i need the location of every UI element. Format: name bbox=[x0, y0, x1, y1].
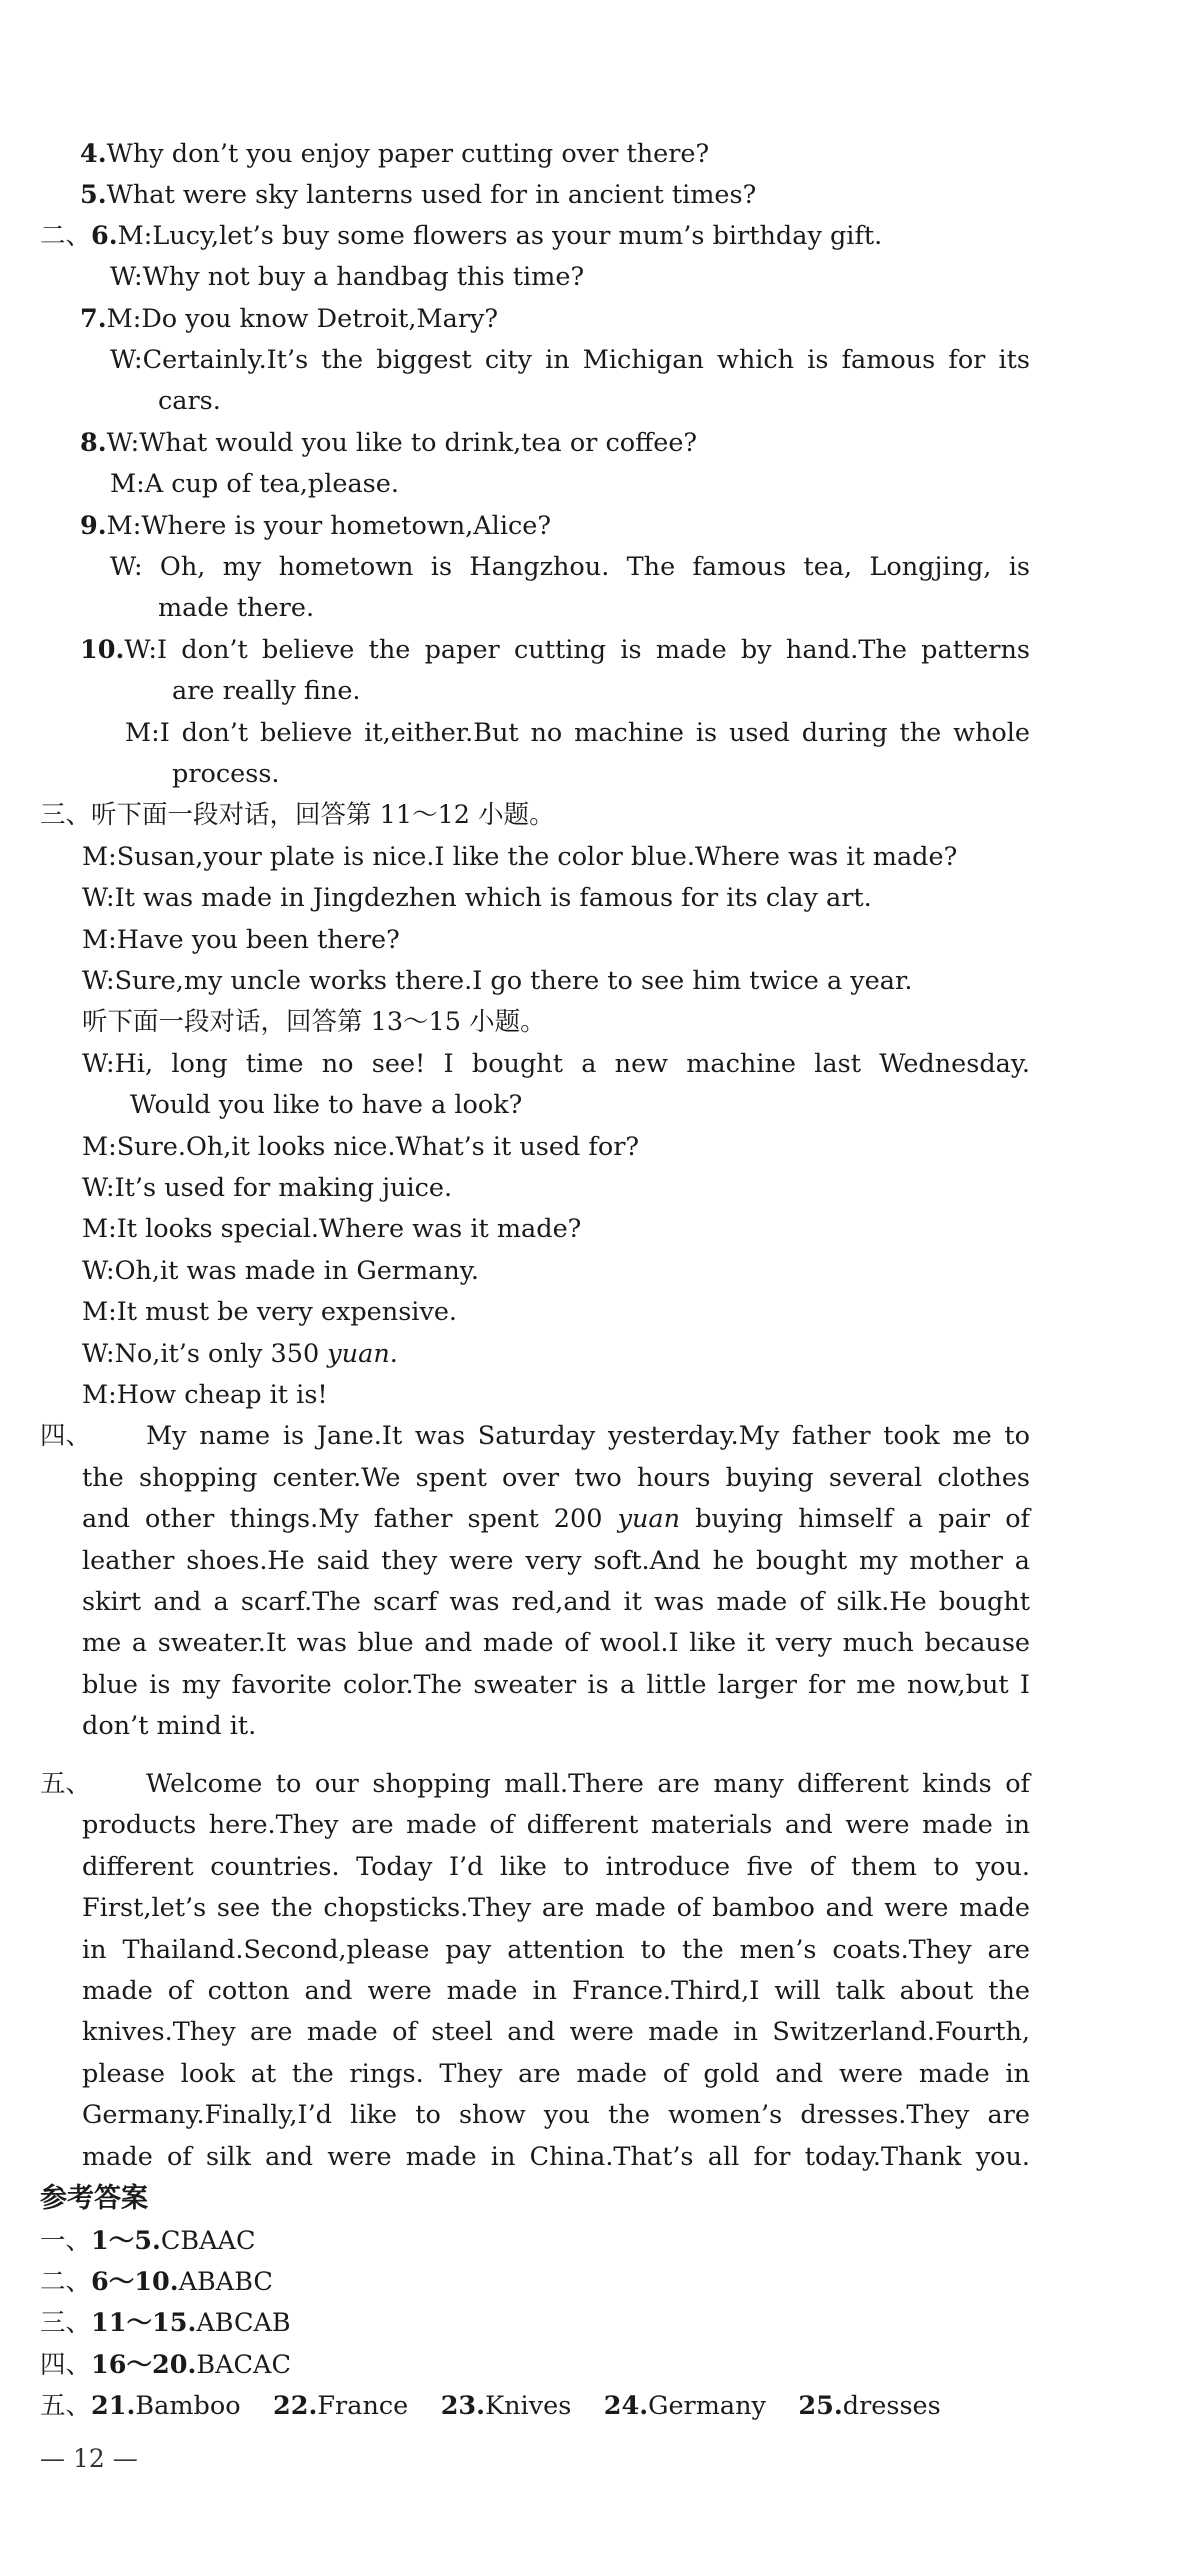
passage-line: made of silk and were made in China.That’s all for today.Thank you. bbox=[82, 2142, 1030, 2172]
dialogue-line: Would you like to have a look? bbox=[130, 1090, 523, 1120]
dialogue-line: made there. bbox=[158, 593, 315, 623]
answers-heading: 参考答案 bbox=[40, 2183, 148, 2214]
section-marker: 三、 bbox=[40, 800, 92, 830]
dialogue-line: W:It was made in Jingdezhen which is famous for its clay art. bbox=[82, 883, 872, 913]
question-10: 10.W:I don’t believe the paper cutting is made by hand.The patterns bbox=[80, 635, 1030, 665]
passage-line: don’t mind it. bbox=[82, 1711, 257, 1741]
passage-line: made of cotton and were made in France.Third,I will talk about the bbox=[82, 1976, 1030, 2006]
question-7: 7.M:Do you know Detroit,Mary? bbox=[80, 304, 499, 334]
answer-row: 五、21.Bamboo 22.France 23.Knives 24.Germany 25.dresses bbox=[40, 2391, 941, 2421]
dialogue-line: W:Certainly.It’s the biggest city in Michigan which is famous for its bbox=[110, 345, 1030, 375]
dialogue-line: M:It must be very expensive. bbox=[82, 1297, 458, 1327]
dialogue-line: M:How cheap it is! bbox=[82, 1380, 328, 1410]
dialogue-line: W:Oh,it was made in Germany. bbox=[82, 1256, 479, 1286]
passage-line: please look at the rings. They are made of gold and were made in bbox=[82, 2059, 1030, 2089]
passage-line: in Thailand.Second,please pay attention to the men’s coats.They are bbox=[82, 1935, 1030, 1965]
passage-line: First,let’s see the chopsticks.They are made of bamboo and were made bbox=[82, 1893, 1030, 1923]
dialogue-line: are really fine. bbox=[172, 676, 361, 706]
dialogue-line: W: Oh, my hometown is Hangzhou. The famous tea, Longjing, is bbox=[110, 552, 1030, 582]
dialogue-line: W:Sure,my uncle works there.I go there to see him twice a year. bbox=[82, 966, 913, 996]
dialogue-line: M:Susan,your plate is nice.I like the color blue.Where was it made? bbox=[82, 842, 958, 872]
subsection-heading: 听下面一段对话，回答第 13～15 小题。 bbox=[82, 1007, 546, 1037]
passage-line: me a sweater.It was blue and made of wool.I like it very much because bbox=[82, 1628, 1030, 1658]
dialogue-line: W:It’s used for making juice. bbox=[82, 1173, 453, 1203]
section-marker: 二、 bbox=[40, 221, 92, 251]
passage-line: the shopping center.We spent over two hours buying several clothes bbox=[82, 1463, 1030, 1493]
passage-line: products here.They are made of different materials and were made in bbox=[82, 1810, 1030, 1840]
dialogue-line: process. bbox=[172, 759, 280, 789]
dialogue-line: W:Why not buy a handbag this time? bbox=[110, 262, 585, 292]
answer-row: 二、6～10.ABABC bbox=[40, 2267, 273, 2297]
passage-line: blue is my favorite color.The sweater is a little larger for me now,but I bbox=[82, 1670, 1030, 1700]
question-9: 9.M:Where is your hometown,Alice? bbox=[80, 511, 552, 541]
question-8: 8.W:What would you like to drink,tea or coffee? bbox=[80, 428, 698, 458]
dialogue-line: M:I don’t believe it,either.But no machine is used during the whole bbox=[125, 718, 1030, 748]
passage-line: skirt and a scarf.The scarf was red,and it was made of silk.He bought bbox=[82, 1587, 1030, 1617]
question-4: 4.Why don’t you enjoy paper cutting over there? bbox=[80, 139, 710, 169]
passage-line: leather shoes.He said they were very soft.And he bought my mother a bbox=[82, 1546, 1030, 1576]
question-5: 5.What were sky lanterns used for in ancient times? bbox=[80, 180, 757, 210]
passage-line: Germany.Finally,I’d like to show you the women’s dresses.They are bbox=[82, 2100, 1030, 2130]
question-6: 二、6.M:Lucy,let’s buy some flowers as your mum’s birthday gift. bbox=[40, 221, 883, 251]
dialogue-line: M:A cup of tea,please. bbox=[110, 469, 399, 499]
passage-line: different countries. Today I’d like to introduce five of them to you. bbox=[82, 1852, 1030, 1882]
dialogue-line: M:It looks special.Where was it made? bbox=[82, 1214, 582, 1244]
answer-row: 四、16～20.BACAC bbox=[40, 2350, 291, 2380]
dialogue-line: M:Sure.Oh,it looks nice.What’s it used for? bbox=[82, 1132, 640, 1162]
answer-row: 三、11～15.ABCAB bbox=[40, 2308, 291, 2338]
section-marker: 五、 bbox=[40, 1769, 92, 1799]
passage-line: and other things.My father spent 200 yuan buying himself a pair of bbox=[82, 1504, 1030, 1534]
section-3-heading: 三、听下面一段对话，回答第 11～12 小题。 bbox=[40, 800, 555, 830]
passage-line: My name is Jane.It was Saturday yesterday.My father took me to bbox=[146, 1421, 1030, 1451]
answer-row: 一、1～5.CBAAC bbox=[40, 2226, 256, 2256]
passage-line: Welcome to our shopping mall.There are many different kinds of bbox=[146, 1769, 1030, 1799]
passage-line: knives.They are made of steel and were made in Switzerland.Fourth, bbox=[82, 2017, 1030, 2047]
dialogue-line: W:No,it’s only 350 yuan. bbox=[82, 1339, 398, 1369]
page-number: — 12 — bbox=[40, 2444, 138, 2473]
section-marker: 四、 bbox=[40, 1421, 92, 1451]
dialogue-line: cars. bbox=[158, 386, 221, 416]
dialogue-line: M:Have you been there? bbox=[82, 925, 400, 955]
dialogue-line: W:Hi, long time no see! I bought a new machine last Wednesday. bbox=[82, 1049, 1030, 1079]
